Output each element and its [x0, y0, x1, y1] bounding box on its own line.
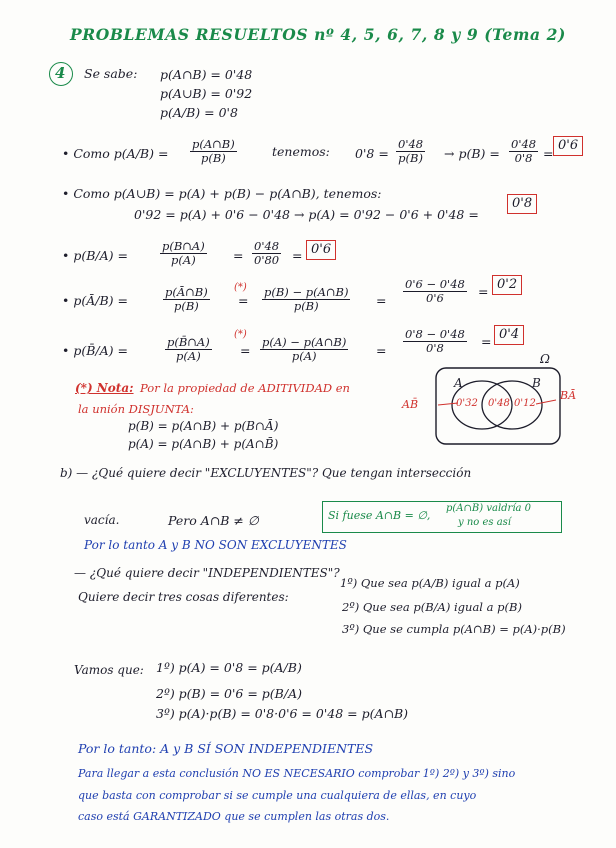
- q1-line3b: Pero A∩B ≠ ∅: [168, 513, 259, 528]
- step5-num: p(B̄∩A): [167, 335, 210, 349]
- venn-value-center: 0'48: [488, 398, 510, 409]
- q1-green-1: Si fuese A∩B = ∅,: [328, 509, 431, 522]
- step2-line1: • Como p(A∪B) = p(A) + p(B) − p(A∩B), tenemos:: [62, 186, 382, 201]
- venn-region-right-label: BĀ: [560, 389, 577, 402]
- step3-lhs: • p(B/A) =: [62, 248, 128, 263]
- q2-item-3: 3º) Que se cumpla p(A∩B) = p(A)·p(B): [342, 622, 566, 636]
- step3-eq: =: [233, 248, 244, 263]
- note-formula-2: p(A) = p(A∩B) + p(A∩B̄): [128, 437, 279, 451]
- step1-eq: 0'8 =: [355, 146, 389, 161]
- venn-region-left-label: AB̄: [402, 398, 419, 411]
- given-1: p(A∩B) = 0'48: [160, 67, 253, 82]
- problem-number: 4: [55, 64, 66, 82]
- q1-green-3: y no es así: [458, 517, 511, 528]
- step1-den3: 0'8: [514, 151, 533, 165]
- given-2: p(A∪B) = 0'92: [160, 86, 253, 101]
- step4-den2: p(B): [293, 299, 319, 313]
- venn-label-a: A: [454, 376, 463, 390]
- step5-den2: p(A): [291, 349, 317, 363]
- step1-mid: tenemos:: [272, 144, 330, 159]
- verify-line-1: 1º) p(A) = 0'8 = p(A/B): [156, 660, 302, 675]
- q2-item-2: 2º) Que sea p(B/A) igual a p(B): [342, 600, 522, 614]
- step1-num: p(A∩B): [192, 137, 235, 151]
- step3-num: p(B∩A): [162, 239, 205, 253]
- step5-num2: p(A) − p(A∩B): [262, 335, 347, 349]
- step1-num2: 0'48: [398, 137, 424, 151]
- step5-eq: =: [240, 343, 251, 358]
- step3-den: p(A): [171, 253, 196, 267]
- venn-label-b: B: [532, 376, 541, 390]
- q2-item-1: 1º) Que sea p(A/B) igual a p(A): [340, 576, 520, 590]
- q2-line2: Quiere decir tres cosas diferentes:: [78, 590, 289, 604]
- step3-result: 0'6: [306, 240, 336, 260]
- step4-mark: (*): [234, 282, 247, 293]
- step1-arrow: → p(B) =: [444, 146, 500, 161]
- step5-result: 0'4: [494, 325, 524, 345]
- page-title: PROBLEMAS RESUELTOS nº 4, 5, 6, 7, 8 y 9 (Tema 2): [70, 25, 566, 44]
- q1-conclusion: Por lo tanto A y B NO SON EXCLUYENTES: [84, 538, 347, 552]
- step5-den: p(A): [176, 349, 201, 363]
- step1-eq2: =: [543, 146, 554, 161]
- step5-lhs: • p(B̄/A) =: [62, 343, 128, 358]
- q2-line1: — ¿Qué quiere decir "INDEPENDIENTES"?: [74, 566, 340, 580]
- step3-num2: 0'48: [254, 239, 280, 253]
- step4-result: 0'2: [492, 275, 522, 295]
- step4-den: p(B): [173, 299, 199, 313]
- step4-eq2: =: [376, 293, 387, 308]
- step1-lhs: • Como p(A/B) =: [62, 146, 169, 161]
- step1-den: p(B): [200, 151, 226, 165]
- step5-num3: 0'8 − 0'48: [405, 327, 465, 341]
- verify-label: Vamos que:: [74, 663, 144, 677]
- step3-eq2: =: [292, 248, 303, 263]
- final-p2: que basta con comprobar si se cumple una cualquiera de ellas, en cuyo: [78, 789, 477, 802]
- step1-num3: 0'48: [511, 137, 537, 151]
- q1-line3a: vacía.: [84, 513, 120, 527]
- step3-den2: 0'80: [254, 253, 280, 267]
- verify-line-3: 3º) p(A)·p(B) = 0'8·0'6 = 0'48 = p(A∩B): [156, 706, 409, 721]
- given-3: p(A/B) = 0'8: [160, 105, 238, 120]
- given-label: Se sabe:: [84, 66, 138, 81]
- step1-den2: p(B): [398, 151, 423, 165]
- q1-line1: b) — ¿Qué quiere decir "EXCLUYENTES"? Que tengan intersección: [60, 466, 472, 480]
- step4-num2: p(B) − p(A∩B): [264, 285, 349, 299]
- note-line1: Por la propiedad de ADITIVIDAD en: [140, 381, 350, 395]
- venn-value-left: 0'32: [456, 398, 478, 409]
- q1-green-2: p(A∩B) valdría 0: [446, 503, 532, 514]
- step5-mark: (*): [234, 329, 247, 340]
- final-p3: caso está GARANTIZADO que se cumplen las otras dos.: [78, 810, 390, 823]
- note-label: (*) Nota:: [75, 381, 134, 395]
- final-p1: Para llegar a esta conclusión NO ES NECESARIO comprobar 1º) 2º) y 3º) sino: [78, 767, 516, 780]
- verify-line-2: 2º) p(B) = 0'6 = p(B/A): [156, 686, 302, 701]
- venn-omega: Ω: [540, 352, 550, 366]
- step5-eq2: =: [376, 343, 387, 358]
- step2-line2: 0'92 = p(A) + 0'6 − 0'48 → p(A) = 0'92 − 0'6 + 0'48 =: [134, 207, 479, 222]
- note-formula-1: p(B) = p(A∩B) + p(B∩Ā): [128, 419, 279, 433]
- step2-result: 0'8: [507, 194, 537, 214]
- step4-eq3: =: [478, 284, 489, 299]
- final-line1: Por lo tanto: A y B SÍ SON INDEPENDIENTES: [78, 741, 374, 756]
- step5-den3: 0'8: [426, 341, 444, 355]
- step4-den3: 0'6: [426, 291, 444, 305]
- step4-eq: =: [238, 293, 249, 308]
- step1-result: 0'6: [553, 136, 583, 156]
- venn-arrow-right: [536, 400, 556, 404]
- note-line2: la unión DISJUNTA:: [78, 402, 194, 416]
- venn-value-right: 0'12: [514, 398, 536, 409]
- step4-num3: 0'6 − 0'48: [405, 277, 465, 291]
- step4-lhs: • p(Ā/B) =: [62, 293, 128, 308]
- venn-arrow-left: [438, 403, 458, 405]
- step4-num: p(Ā∩B): [165, 285, 208, 299]
- step5-eq3: =: [481, 334, 492, 349]
